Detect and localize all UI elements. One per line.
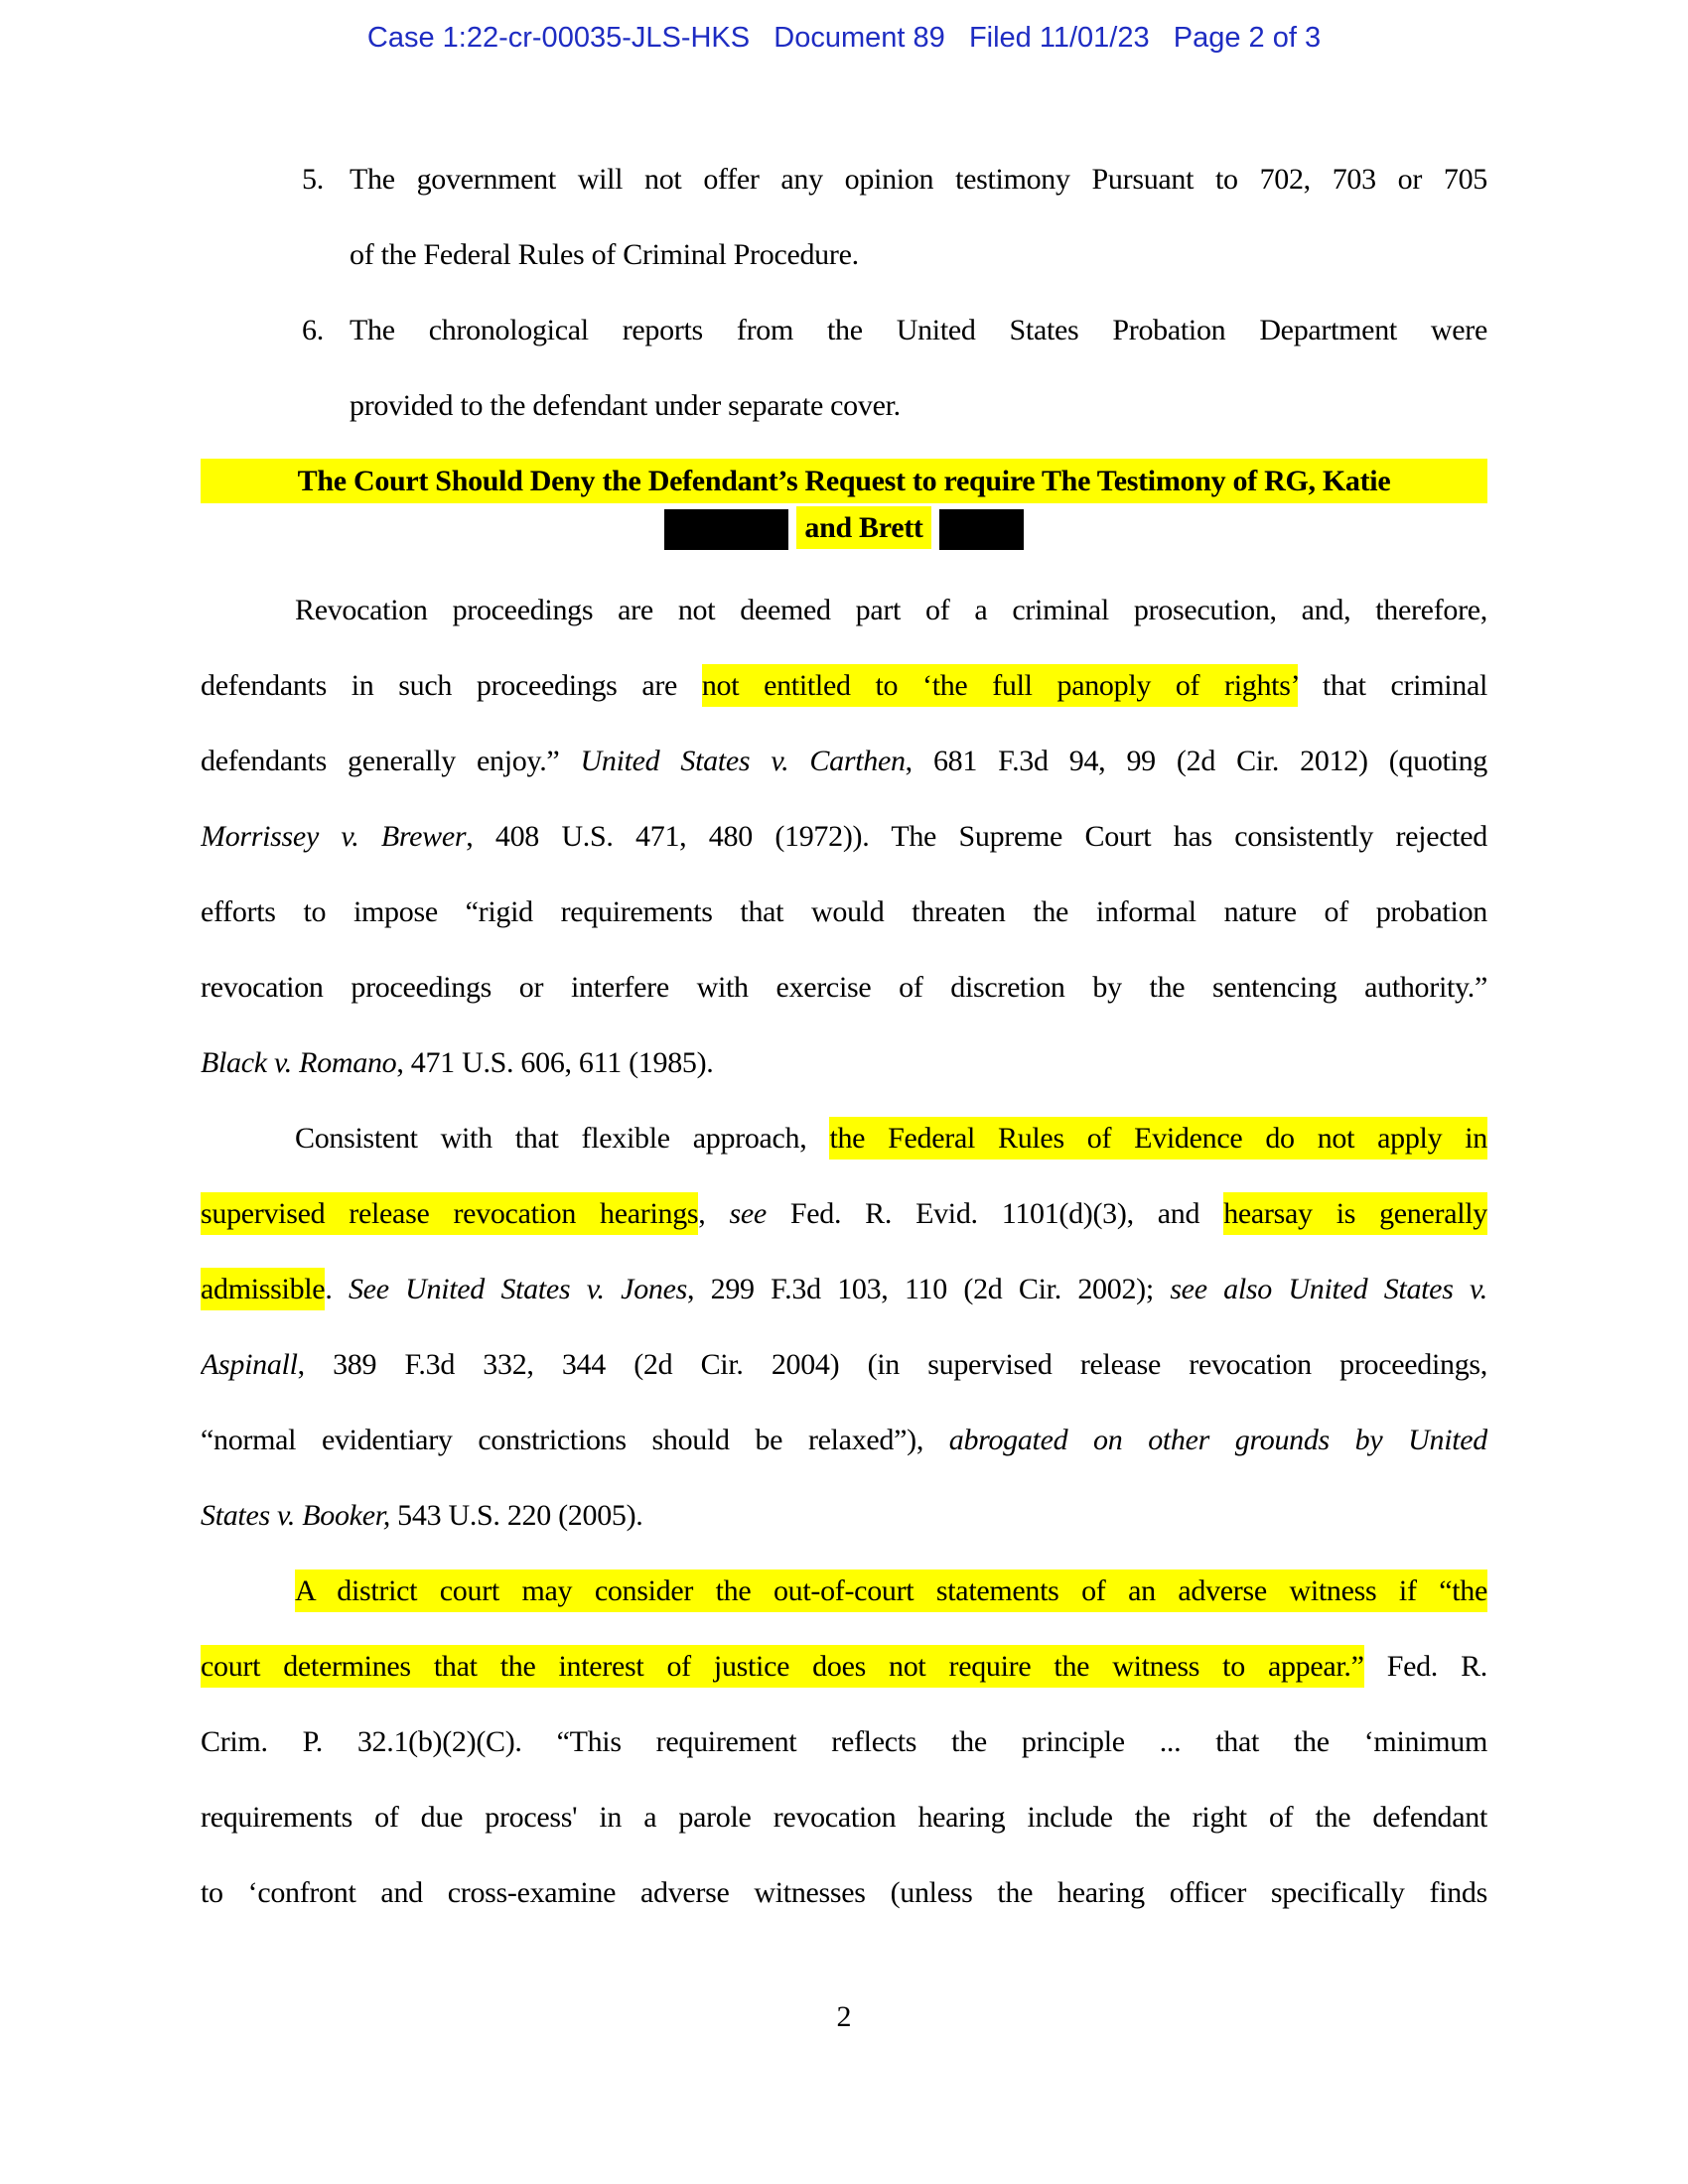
text-segment: . <box>325 1273 349 1305</box>
text-segment: The Court Should Deny the Defendant’s Request to require The Testimony of RG, Katie <box>297 465 1391 497</box>
highlighted-text: hearsay is generally <box>1223 1192 1487 1235</box>
case-citation: See United States v. Jones <box>348 1273 687 1305</box>
text-line <box>201 889 1487 934</box>
case-header-stamp: Case 1:22-cr-00035-JLS-HKS Document 89 Filed 11/01/23 Page 2 of 3 <box>366 22 1322 54</box>
text-line <box>201 588 1487 632</box>
text-line <box>201 1418 1487 1462</box>
list-item-number: 6. <box>302 314 324 346</box>
text-segment: , <box>698 1197 730 1230</box>
redaction-box <box>939 509 1024 550</box>
highlighted-text: and Brett <box>796 506 930 549</box>
text-segment: of the Federal Rules of Criminal Procedure. <box>350 238 859 271</box>
list-item-6 <box>201 308 1487 428</box>
case-citation: see <box>729 1197 767 1230</box>
text-segment: Crim. P. 32.1(b)(2)(C). “This requirement reflects the principle ... that the ‘minimum <box>201 1725 1487 1758</box>
case-citation: States v. Booker, <box>201 1499 390 1532</box>
text-line <box>201 1569 1487 1613</box>
text-segment: The government will not offer any opinion testimony Pursuant to 702, 703 or 705 <box>350 163 1487 196</box>
text-line <box>201 1644 1487 1689</box>
text-segment: , 299 F.3d 103, 110 (2d Cir. 2002); <box>687 1273 1171 1305</box>
text-line <box>201 1795 1487 1840</box>
highlighted-text: court determines that the interest of justice does not require the witness to appear.” <box>201 1645 1364 1688</box>
text-segment: , 471 U.S. 606, 611 (1985). <box>396 1046 714 1079</box>
text-line <box>201 814 1487 859</box>
text-segment: that criminal <box>1298 669 1487 702</box>
text-line <box>201 157 1487 202</box>
text-line <box>201 459 1487 503</box>
text-line <box>201 383 1487 428</box>
case-citation: see also United States v. <box>1170 1273 1487 1305</box>
case-citation: Aspinall <box>201 1348 298 1381</box>
text-line <box>201 739 1487 783</box>
text-segment: Consistent with that flexible approach, <box>295 1122 830 1155</box>
text-line <box>201 663 1487 708</box>
text-line <box>201 1116 1487 1160</box>
text-segment: Fed. R. <box>1363 1650 1487 1683</box>
text-line <box>201 1870 1487 1915</box>
text-line <box>201 965 1487 1010</box>
section-heading <box>201 459 1487 550</box>
paragraph-district-court <box>201 1569 1487 1915</box>
text-segment: , 389 F.3d 332, 344 (2d Cir. 2004) (in supervised release revocation proceedings, <box>297 1348 1487 1381</box>
highlighted-text: A district court may consider the out-of-court statements of an adverse witness if “the <box>295 1570 1487 1612</box>
text-line <box>201 1342 1487 1387</box>
text-segment: to ‘confront and cross-examine adverse witnesses (unless the hearing officer specifically finds <box>201 1876 1487 1909</box>
case-citation: United States v. Carthen <box>580 745 906 777</box>
case-citation: Morrissey v. Brewer <box>201 820 467 853</box>
text-line <box>201 1040 1487 1085</box>
text-segment: Fed. R. Evid. 1101(d)(3), and <box>766 1197 1224 1230</box>
redaction-box <box>664 509 788 550</box>
case-citation: abrogated on other grounds by United <box>948 1424 1487 1456</box>
highlighted-text: supervised release revocation hearings <box>201 1192 698 1235</box>
text-line <box>201 505 1487 550</box>
text-segment: provided to the defendant under separate cover. <box>350 389 901 422</box>
text-segment: efforts to impose “rigid requirements that would threaten the informal nature of probation <box>201 895 1487 928</box>
text-segment: Revocation proceedings are not deemed part of a criminal prosecution, and, therefore, <box>295 594 1487 626</box>
text-segment: “normal evidentiary constrictions should be relaxed”), <box>201 1424 949 1456</box>
highlighted-text: not entitled to ‘the full panoply of rights’ <box>702 664 1298 707</box>
case-citation: Black v. Romano <box>201 1046 397 1079</box>
paragraph-revocation-proceedings <box>201 588 1487 1085</box>
text-line <box>201 1267 1487 1311</box>
document-body <box>201 157 1487 1946</box>
text-line <box>201 232 1487 277</box>
text-segment: , 408 U.S. 471, 480 (1972)). The Supreme Court has consistently rejected <box>466 820 1487 853</box>
text-segment: 543 U.S. 220 (2005). <box>389 1499 643 1532</box>
page-number: 2 <box>836 2000 852 2033</box>
text-line <box>201 1493 1487 1538</box>
text-line <box>201 1191 1487 1236</box>
text-segment: The chronological reports from the United States Probation Department were <box>350 314 1487 346</box>
text-segment: defendants in such proceedings are <box>201 669 702 702</box>
highlighted-text: admissible <box>201 1268 325 1310</box>
text-line <box>201 308 1487 352</box>
text-segment: requirements of due process' in a parole revocation hearing include the right of the defendant <box>201 1801 1487 1834</box>
text-segment: revocation proceedings or interfere with exercise of discretion by the sentencing authority.” <box>201 971 1487 1004</box>
list-item-number: 5. <box>302 163 324 196</box>
highlighted-text: the Federal Rules of Evidence do not apply in <box>829 1117 1487 1160</box>
text-segment: , 681 F.3d 94, 99 (2d Cir. 2012) (quoting <box>905 745 1487 777</box>
list-item-5 <box>201 157 1487 277</box>
paragraph-flexible-approach <box>201 1116 1487 1538</box>
text-line <box>201 1719 1487 1764</box>
text-segment: defendants generally enjoy.” <box>201 745 581 777</box>
